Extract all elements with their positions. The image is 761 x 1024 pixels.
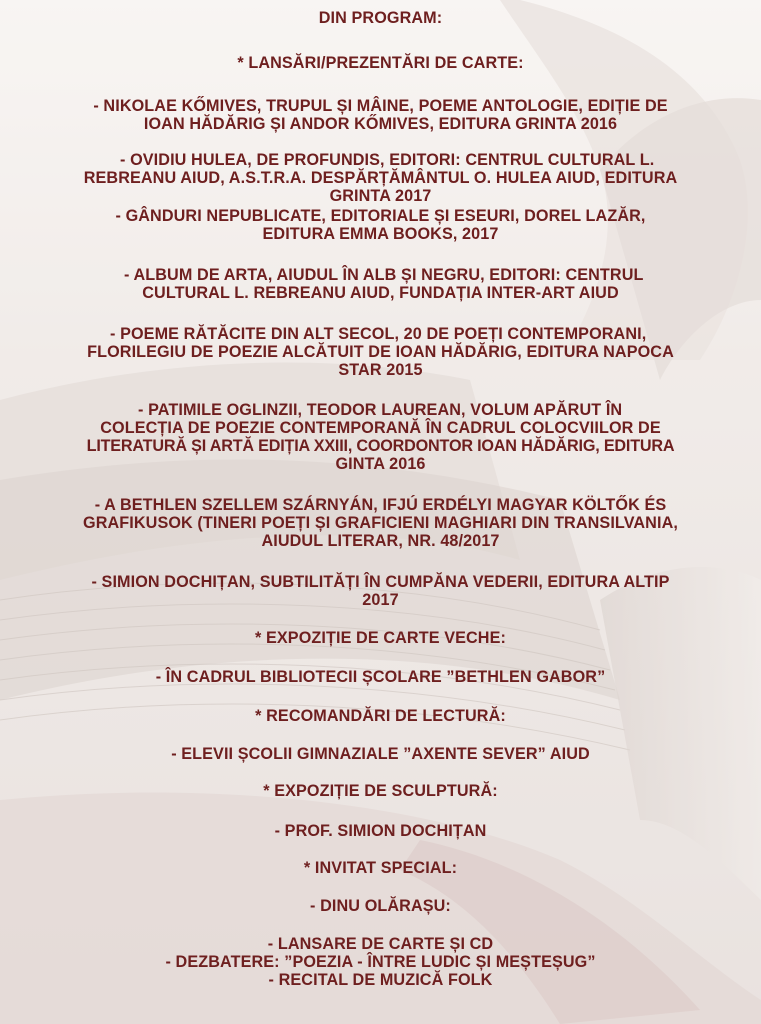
list-item: LITERATURĂ ȘI ARTĂ EDIȚIA XXIII, COORDONTOR IOAN HĂDĂRIG, EDITURA xyxy=(86,437,675,455)
list-item: AIUDUL LITERAR, NR. 48/2017 xyxy=(261,532,500,550)
list-item: - LANSARE DE CARTE ȘI CD xyxy=(267,935,494,953)
list-item: - ALBUM DE ARTA, AIUDUL ÎN ALB ȘI NEGRU, EDITORI: CENTRUL xyxy=(124,266,644,284)
program-heading: DIN PROGRAM: xyxy=(318,9,443,27)
list-item: - ÎN CADRUL BIBLIOTECII ȘCOLARE ”BETHLEN GABOR” xyxy=(155,668,606,686)
list-item: - POEME RĂTĂCITE DIN ALT SECOL, 20 DE POEȚI CONTEMPORANI, xyxy=(110,325,647,343)
list-item: - DEZBATERE: ”POEZIA - ÎNTRE LUDIC ȘI MEȘTEȘUG” xyxy=(165,953,596,971)
list-item: GINTA 2016 xyxy=(335,455,426,473)
list-item: - NIKOLAE KŐMIVES, TRUPUL ȘI MÂINE, POEME ANTOLOGIE, EDIȚIE DE xyxy=(93,97,668,115)
list-item: - GÂNDURI NEPUBLICATE, EDITORIALE ȘI ESEURI, DOREL LAZĂR, xyxy=(115,207,646,225)
list-item: - PATIMILE OGLINZII, TEODOR LAUREAN, VOLUM APĂRUT ÎN xyxy=(138,401,623,419)
list-item: - A BETHLEN SZELLEM SZÁRNYÁN, IFJÚ ERDÉLYI MAGYAR KÖLTŐK ÉS xyxy=(94,496,667,514)
section-title-reading: * RECOMANDĂRI DE LECTURĂ: xyxy=(255,707,506,725)
list-item: - RECITAL DE MUZICĂ FOLK xyxy=(268,971,493,989)
list-item: EDITURA EMMA BOOKS, 2017 xyxy=(262,225,499,243)
section-title-sculpture: * EXPOZIȚIE DE SCULPTURĂ: xyxy=(263,782,498,800)
list-item: FLORILEGIU DE POEZIE ALCĂTUIT DE IOAN HĂDĂRIG, EDITURA NAPOCA xyxy=(87,343,674,361)
list-item: - SIMION DOCHIȚAN, SUBTILITĂȚI ÎN CUMPĂNA VEDERII, EDITURA ALTIP xyxy=(91,573,670,591)
guest-name: - DINU OLĂRAȘU: xyxy=(310,897,451,915)
list-item: - OVIDIU HULEA, DE PROFUNDIS, EDITORI: CENTRUL CULTURAL L. xyxy=(120,151,655,169)
section-title-old-books: * EXPOZIȚIE DE CARTE VECHE: xyxy=(255,629,506,647)
section-title-book-launches: * LANSĂRI/PREZENTĂRI DE CARTE: xyxy=(237,54,524,72)
list-item: GRAFIKUSOK (TINERI POEȚI ȘI GRAFICIENI MAGHIARI DIN TRANSILVANIA, xyxy=(83,514,678,532)
section-title-special-guest: * INVITAT SPECIAL: xyxy=(303,859,458,877)
list-item: COLECȚIA DE POEZIE CONTEMPORANĂ ÎN CADRUL COLOCVIILOR DE xyxy=(100,419,661,437)
list-item: IOAN HĂDĂRIG ȘI ANDOR KŐMIVES, EDITURA GRINTA 2016 xyxy=(143,115,618,133)
list-item: GRINTA 2017 xyxy=(329,187,432,205)
list-item: STAR 2015 xyxy=(338,361,423,379)
list-item: 2017 xyxy=(362,591,399,609)
list-item: - PROF. SIMION DOCHIȚAN xyxy=(274,822,487,840)
list-item: CULTURAL L. REBREANU AIUD, FUNDAȚIA INTER-ART AIUD xyxy=(142,284,619,302)
list-item: - ELEVII ȘCOLII GIMNAZIALE ”AXENTE SEVER” AIUD xyxy=(171,745,590,763)
list-item: REBREANU AIUD, A.S.T.R.A. DESPĂRȚĂMÂNTUL O. HULEA AIUD, EDITURA xyxy=(83,169,678,187)
